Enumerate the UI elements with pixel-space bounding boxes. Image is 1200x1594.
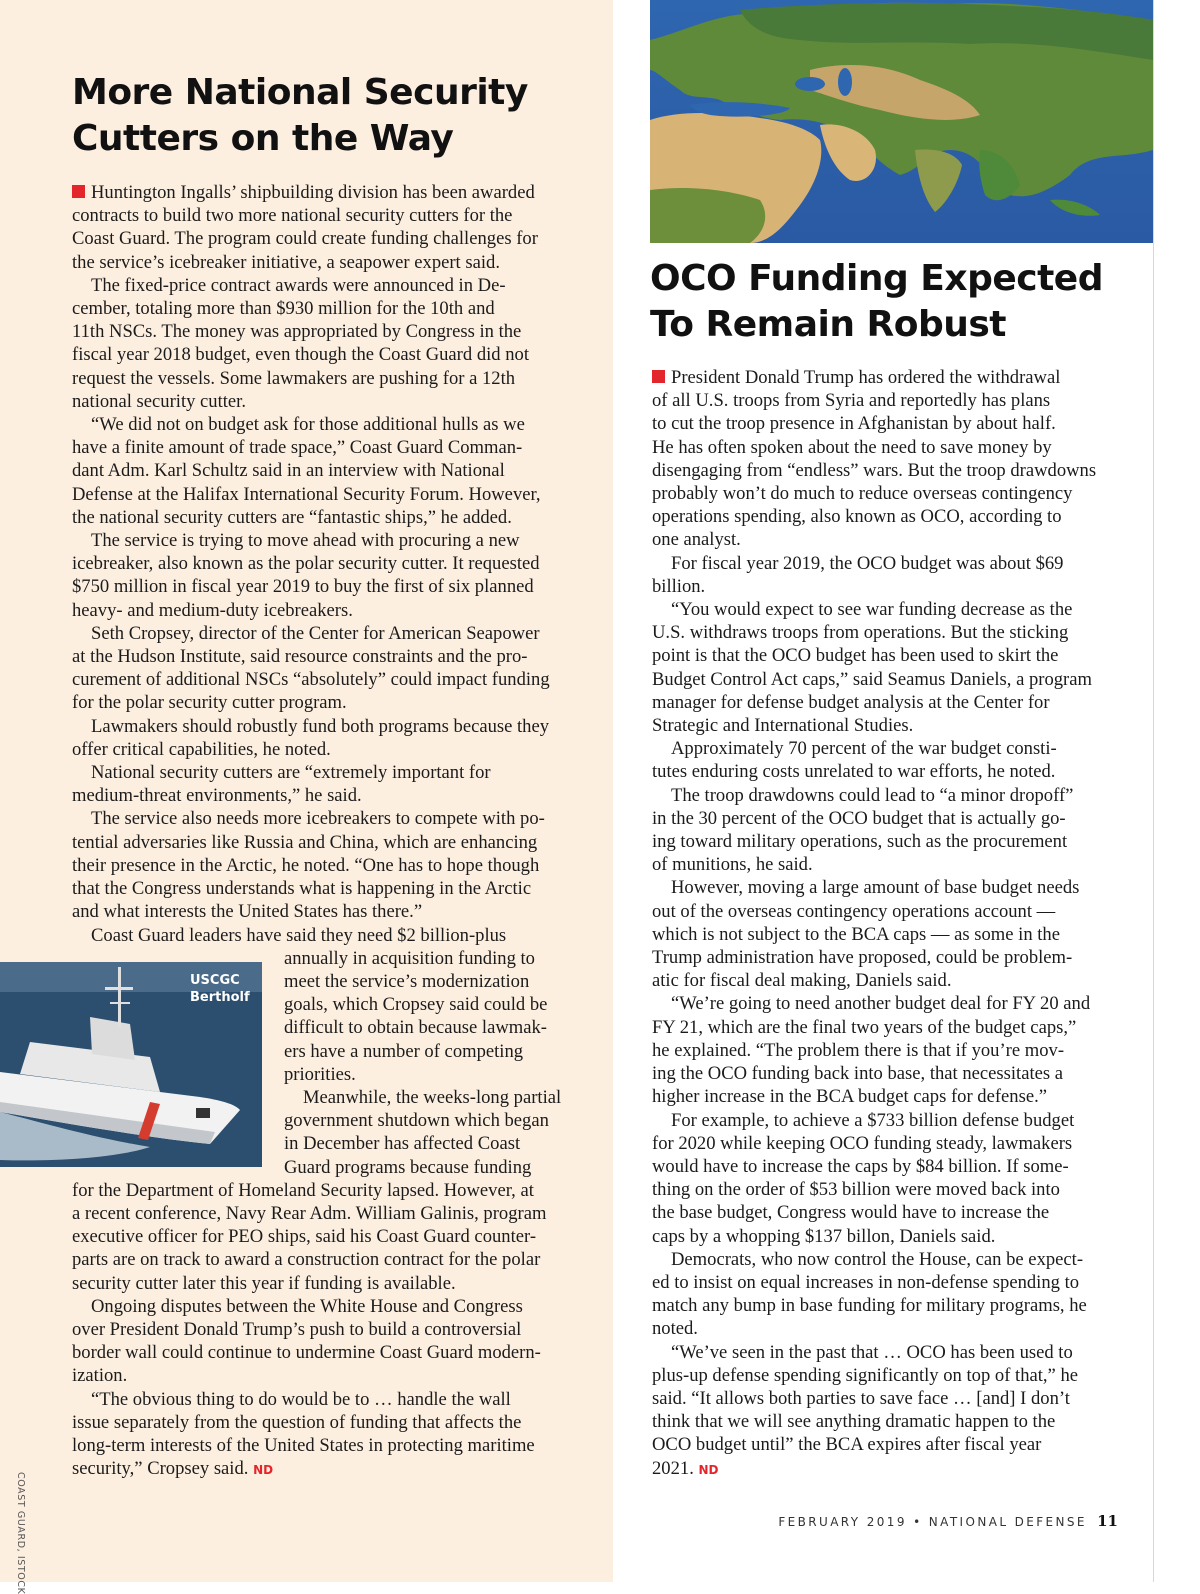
text-line: out of the overseas contingency operations account — bbox=[652, 900, 1056, 922]
text-line: “We’re going to need another budget deal for FY 20 and bbox=[671, 993, 1091, 1015]
text-line bbox=[652, 366, 1132, 389]
text-line: higher increase in the BCA budget caps for defense.” bbox=[652, 1086, 1047, 1108]
text-line: National security cutters are “extremely important for bbox=[91, 762, 491, 784]
paragraph bbox=[72, 924, 592, 947]
headline-line: More National Security bbox=[72, 72, 528, 113]
text-line: noted. bbox=[652, 1318, 698, 1340]
right-article-headline bbox=[650, 256, 1150, 348]
text-line: of all U.S. troops from Syria and reportedly has plans bbox=[652, 390, 1051, 412]
text-line: for 2020 while keeping OCO funding steady, lawmakers bbox=[652, 1132, 1073, 1154]
headline-line: OCO Funding Expected bbox=[650, 258, 1103, 299]
text-line: thing on the order of $53 billion were moved back into bbox=[652, 1179, 1060, 1201]
text-line: medium-threat environments,” he said. bbox=[72, 785, 362, 807]
paragraph bbox=[72, 1295, 592, 1388]
text-line: meet the service’s modernization bbox=[284, 970, 530, 992]
text-line: the service’s icebreaker initiative, a seapower expert said. bbox=[72, 251, 500, 273]
text-line: Defense at the Halifax International Security Forum. However, bbox=[72, 483, 541, 505]
text-line: tutes enduring costs unrelated to war efforts, he noted. bbox=[652, 761, 1056, 783]
left-article-body bbox=[72, 181, 592, 1482]
text-line: Trump administration have proposed, could be problem- bbox=[652, 947, 1073, 969]
text-line: think that we will see anything dramatic happen to the bbox=[652, 1411, 1056, 1433]
text-line: Strategic and International Studies. bbox=[652, 715, 914, 737]
paragraph bbox=[72, 181, 592, 274]
end-mark: ND bbox=[253, 1463, 274, 1478]
text-line-content: Huntington Ingalls’ shipbuilding division has been awarded bbox=[91, 182, 535, 203]
paragraph bbox=[72, 1179, 592, 1295]
text-line bbox=[72, 1457, 592, 1482]
footer-issue: FEBRUARY 2019 • NATIONAL DEFENSE bbox=[778, 1515, 1087, 1529]
text-line: ing toward military operations, such as the procurement bbox=[652, 831, 1068, 853]
text-line: national security cutter. bbox=[72, 390, 246, 412]
text-line: FY 21, which are the final two years of the budget caps,” bbox=[652, 1016, 1077, 1038]
paragraph bbox=[652, 1248, 1132, 1341]
end-mark: ND bbox=[698, 1462, 719, 1477]
text-line: in December has affected Coast bbox=[284, 1133, 521, 1155]
text-line: “You would expect to see war funding decrease as the bbox=[671, 599, 1073, 621]
text-line: Seth Cropsey, director of the Center for American Seapower bbox=[91, 622, 540, 644]
text-line: for the Department of Homeland Security lapsed. However, at bbox=[72, 1179, 534, 1201]
text-line: ization. bbox=[72, 1365, 128, 1387]
satellite-map-image bbox=[650, 0, 1153, 243]
page-footer bbox=[778, 1512, 1118, 1530]
text-line: He has often spoken about the need to save money by bbox=[652, 436, 1052, 458]
text-line: operations spending, also known as OCO, according to bbox=[652, 506, 1062, 528]
text-line: OCO budget until” the BCA expires after fiscal year bbox=[652, 1434, 1042, 1456]
text-line: caps by a whopping $137 billon, Daniels said. bbox=[652, 1225, 996, 1247]
text-line: icebreaker, also known as the polar security cutter. It requested bbox=[72, 553, 540, 575]
paragraph bbox=[72, 622, 592, 715]
text-line: “The obvious thing to do would be to … handle the wall bbox=[91, 1388, 511, 1410]
text-line: The troop drawdowns could lead to “a minor dropoff” bbox=[671, 784, 1074, 806]
text-line: match any bump in base funding for military programs, he bbox=[652, 1295, 1087, 1317]
text-line: parts are on track to award a construction contract for the polar bbox=[72, 1249, 541, 1271]
text-line: ed to insist on equal increases in non-defense spending to bbox=[652, 1271, 1080, 1293]
text-line: point is that the OCO budget has been used to skirt the bbox=[652, 645, 1059, 667]
text-line: Lawmakers should robustly fund both programs because they bbox=[91, 715, 550, 737]
paragraph bbox=[652, 737, 1132, 783]
text-line: ing the OCO funding back into base, that necessitates a bbox=[652, 1063, 1064, 1085]
text-line: cember, totaling more than $930 million for the 10th and bbox=[72, 298, 495, 320]
text-line: for the polar security cutter program. bbox=[72, 692, 347, 714]
text-line: tential adversaries like Russia and China, which are enhancing bbox=[72, 831, 538, 853]
paragraph bbox=[652, 1109, 1132, 1248]
text-line: issue separately from the question of funding that affects the bbox=[72, 1411, 522, 1433]
page-number: 11 bbox=[1097, 1512, 1118, 1530]
text-line: billion. bbox=[652, 575, 706, 597]
paragraph bbox=[72, 274, 592, 413]
paragraph bbox=[72, 715, 592, 761]
text-line: which is not subject to the BCA caps — as some in the bbox=[652, 923, 1060, 945]
text-line: contracts to build two more national security cutters for the bbox=[72, 205, 513, 227]
paragraph bbox=[652, 552, 1132, 598]
text-line: dant Adm. Karl Schultz said in an interview with National bbox=[72, 460, 505, 482]
paragraph bbox=[284, 947, 592, 1086]
paragraph bbox=[652, 366, 1132, 552]
text-line: manager for defense budget analysis at the Center for bbox=[652, 691, 1050, 713]
text-line: 11th NSCs. The money was appropriated by Congress in the bbox=[72, 321, 522, 343]
text-line: Coast Guard. The program could create funding challenges for bbox=[72, 228, 538, 250]
text-line: Approximately 70 percent of the war budget consti- bbox=[671, 738, 1057, 760]
text-line: The fixed-price contract awards were announced in De- bbox=[91, 274, 506, 296]
paragraph bbox=[652, 876, 1132, 992]
text-line: fiscal year 2018 budget, even though the Coast Guard did not bbox=[72, 344, 529, 366]
section-square-icon bbox=[72, 185, 85, 198]
text-line: goals, which Cropsey said could be bbox=[284, 994, 548, 1016]
paragraph bbox=[72, 761, 592, 807]
text-line: he explained. “The problem there is that if you’re mov- bbox=[652, 1039, 1065, 1061]
text-line: $750 million in fiscal year 2019 to buy the first of six planned bbox=[72, 576, 534, 598]
text-line: and what interests the United States has there.” bbox=[72, 901, 423, 923]
text-line: offer critical capabilities, he noted. bbox=[72, 738, 331, 760]
text-line: Democrats, who now control the House, can be expect- bbox=[671, 1248, 1084, 1270]
text-line: plus-up defense spending significantly on top of that,” he bbox=[652, 1364, 1079, 1386]
text-line: have a finite amount of trade space,” Coast Guard Comman- bbox=[72, 437, 523, 459]
paragraph bbox=[652, 1341, 1132, 1482]
text-line-content: President Donald Trump has ordered the withdrawal bbox=[671, 367, 1061, 388]
text-line: government shutdown which began bbox=[284, 1110, 549, 1132]
paragraph bbox=[652, 992, 1132, 1108]
text-line: to cut the troop presence in Afghanistan by about half. bbox=[652, 413, 1056, 435]
text-line: “We did not on budget ask for those additional hulls as we bbox=[91, 414, 525, 436]
text-line: of munitions, he said. bbox=[652, 854, 813, 876]
text-line: annually in acquisition funding to bbox=[284, 947, 535, 969]
photo-caption bbox=[190, 972, 250, 1006]
headline-line: To Remain Robust bbox=[650, 304, 1006, 345]
text-line: that the Congress understands what is happening in the Arctic bbox=[72, 878, 532, 900]
headline-line: Cutters on the Way bbox=[72, 118, 454, 159]
text-line: ers have a number of competing bbox=[284, 1040, 524, 1062]
text-line: probably won’t do much to reduce overseas contingency bbox=[652, 483, 1073, 505]
text-line: The service is trying to move ahead with procuring a new bbox=[91, 530, 520, 552]
text-line: Coast Guard leaders have said they need $2 billion-plus bbox=[91, 924, 507, 946]
text-line: at the Hudson Institute, said resource constraints and the pro- bbox=[72, 646, 528, 668]
paragraph bbox=[72, 807, 592, 923]
text-line: Ongoing disputes between the White House and Congress bbox=[91, 1295, 523, 1317]
text-line: long-term interests of the United States in protecting maritime bbox=[72, 1434, 535, 1456]
text-line: security cutter later this year if funding is available. bbox=[72, 1272, 456, 1294]
text-line: However, moving a large amount of base budget needs bbox=[671, 877, 1080, 899]
paragraph bbox=[652, 784, 1132, 877]
photo-caption-line: Bertholf bbox=[190, 990, 250, 1005]
photo-caption-line: USCGC bbox=[190, 973, 240, 988]
text-line: Budget Control Act caps,” said Seamus Daniels, a program bbox=[652, 668, 1092, 690]
paragraph bbox=[284, 1086, 592, 1179]
text-line: would have to increase the caps by $84 billion. If some- bbox=[652, 1155, 1069, 1177]
text-line: U.S. withdraws troops from operations. But the sticking bbox=[652, 622, 1069, 644]
text-line: border wall could continue to undermine Coast Guard modern- bbox=[72, 1342, 541, 1364]
text-line-content: security,” Cropsey said. bbox=[72, 1458, 249, 1480]
right-article-body bbox=[652, 366, 1132, 1482]
text-line: the base budget, Congress would have to increase the bbox=[652, 1202, 1050, 1224]
paragraph bbox=[72, 413, 592, 529]
paragraph bbox=[72, 1388, 592, 1483]
text-line: For fiscal year 2019, the OCO budget was about $69 bbox=[671, 552, 1064, 574]
text-line bbox=[652, 1457, 1132, 1482]
paragraph bbox=[652, 598, 1132, 737]
text-line: their presence in the Arctic, he noted. “One has to hope though bbox=[72, 854, 540, 876]
text-line: priorities. bbox=[284, 1063, 356, 1085]
text-line: said. “It allows both parties to save face … [and] I don’t bbox=[652, 1387, 1070, 1409]
text-line: disengaging from “endless” wars. But the troop drawdowns bbox=[652, 459, 1097, 481]
text-line: Guard programs because funding bbox=[284, 1156, 532, 1178]
text-line-content: 2021. bbox=[652, 1457, 694, 1479]
text-line: For example, to achieve a $733 billion defense budget bbox=[671, 1109, 1075, 1131]
text-line: one analyst. bbox=[652, 529, 741, 551]
text-line: in the 30 percent of the OCO budget that is actually go- bbox=[652, 807, 1066, 829]
text-line: The service also needs more icebreakers to compete with po- bbox=[91, 808, 545, 830]
text-line: executive officer for PEO ships, said his Coast Guard counter- bbox=[72, 1226, 537, 1248]
paragraph bbox=[72, 529, 592, 622]
text-line: heavy- and medium-duty icebreakers. bbox=[72, 599, 353, 621]
text-line: atic for fiscal deal making, Daniels said. bbox=[652, 970, 952, 992]
section-square-icon bbox=[652, 370, 665, 383]
map-illustration bbox=[650, 0, 1153, 243]
text-line: a recent conference, Navy Rear Adm. William Galinis, program bbox=[72, 1202, 547, 1224]
left-article-headline bbox=[72, 70, 592, 162]
text-line: curement of additional NSCs “absolutely” could impact funding bbox=[72, 669, 550, 691]
text-line: difficult to obtain because lawmak- bbox=[284, 1017, 547, 1039]
text-line bbox=[72, 181, 592, 204]
text-line: Meanwhile, the weeks-long partial bbox=[303, 1086, 562, 1108]
text-line: over President Donald Trump’s push to build a controversial bbox=[72, 1318, 522, 1340]
ship-photo bbox=[0, 962, 262, 1167]
text-line: “We’ve seen in the past that … OCO has been used to bbox=[671, 1341, 1073, 1363]
photo-credit: COAST GUARD, ISTOCK bbox=[15, 1472, 26, 1594]
text-line: request the vessels. Some lawmakers are pushing for a 12th bbox=[72, 367, 516, 389]
page-divider bbox=[1153, 0, 1154, 1582]
text-line: the national security cutters are “fantastic ships,” he added. bbox=[72, 506, 512, 528]
